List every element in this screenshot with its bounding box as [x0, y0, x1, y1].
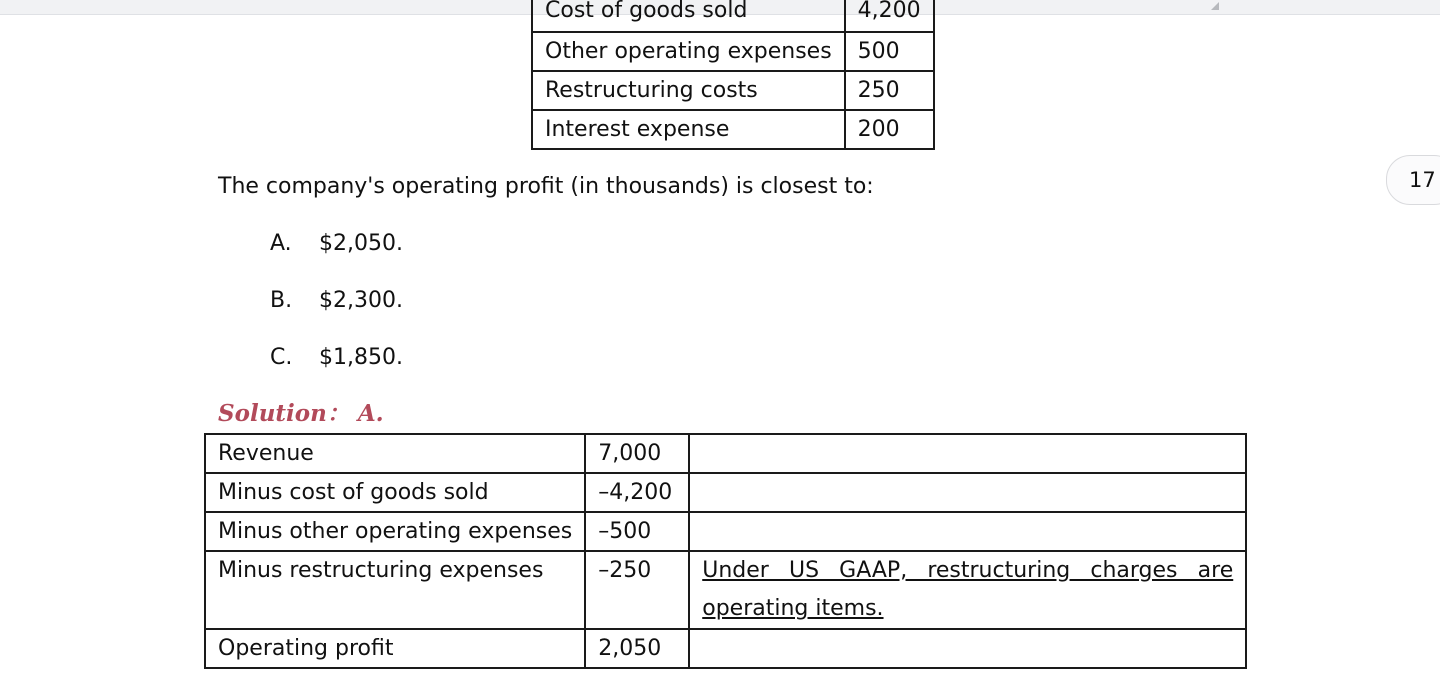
table-row — [532, 0, 934, 32]
expense-label: Other operating expenses — [532, 32, 845, 71]
option-letter: A. — [270, 231, 292, 256]
table-row — [532, 110, 934, 149]
solution-row-note — [689, 629, 1246, 668]
option-b — [270, 286, 403, 316]
option-a — [270, 229, 403, 259]
expense-label: Cost of goods sold — [532, 0, 845, 32]
page-number-badge[interactable]: 17 — [1386, 155, 1440, 205]
table-row — [205, 512, 1246, 551]
gaap-note-line-2: operating items. — [702, 596, 884, 621]
expense-value: 200 — [845, 110, 934, 149]
solution-row-note — [689, 551, 1246, 629]
expense-value: 4,200 — [845, 0, 934, 32]
solution-row-note — [689, 512, 1246, 551]
solution-row-label: Minus cost of goods sold — [205, 473, 585, 512]
solution-row-value: 7,000 — [585, 434, 689, 473]
table-row — [532, 71, 934, 110]
solution-row-value: –250 — [585, 551, 689, 629]
table-row — [205, 434, 1246, 473]
resize-grip-icon[interactable] — [1211, 2, 1219, 10]
solution-row-label: Minus other operating expenses — [205, 512, 585, 551]
solution-row-value: –4,200 — [585, 473, 689, 512]
expense-value: 500 — [845, 32, 934, 71]
solution-row-value: –500 — [585, 512, 689, 551]
option-c — [270, 343, 403, 373]
solution-row-label: Minus restructuring expenses — [205, 551, 585, 629]
solution-label: Solution： A. — [218, 400, 384, 427]
solution-row-note — [689, 473, 1246, 512]
question-text: The company's operating profit (in thousands) is closest to: — [218, 174, 874, 199]
solution-row-note — [689, 434, 1246, 473]
option-letter: B. — [270, 288, 293, 313]
table-row — [205, 629, 1246, 668]
expense-label: Interest expense — [532, 110, 845, 149]
option-text: $2,300. — [319, 288, 403, 313]
table-row — [205, 551, 1246, 629]
table-row — [205, 473, 1246, 512]
table-row — [532, 32, 934, 71]
solution-row-label: Revenue — [205, 434, 585, 473]
option-text: $1,850. — [319, 345, 403, 370]
option-letter: C. — [270, 345, 293, 370]
option-text: $2,050. — [319, 231, 403, 256]
solution-table — [204, 433, 1247, 669]
solution-row-value: 2,050 — [585, 629, 689, 668]
gaap-note-line-1: Under US GAAP, restructuring charges are — [702, 558, 1234, 583]
expense-table — [531, 0, 935, 150]
expense-label: Restructuring costs — [532, 71, 845, 110]
expense-value: 250 — [845, 71, 934, 110]
solution-row-label: Operating profit — [205, 629, 585, 668]
